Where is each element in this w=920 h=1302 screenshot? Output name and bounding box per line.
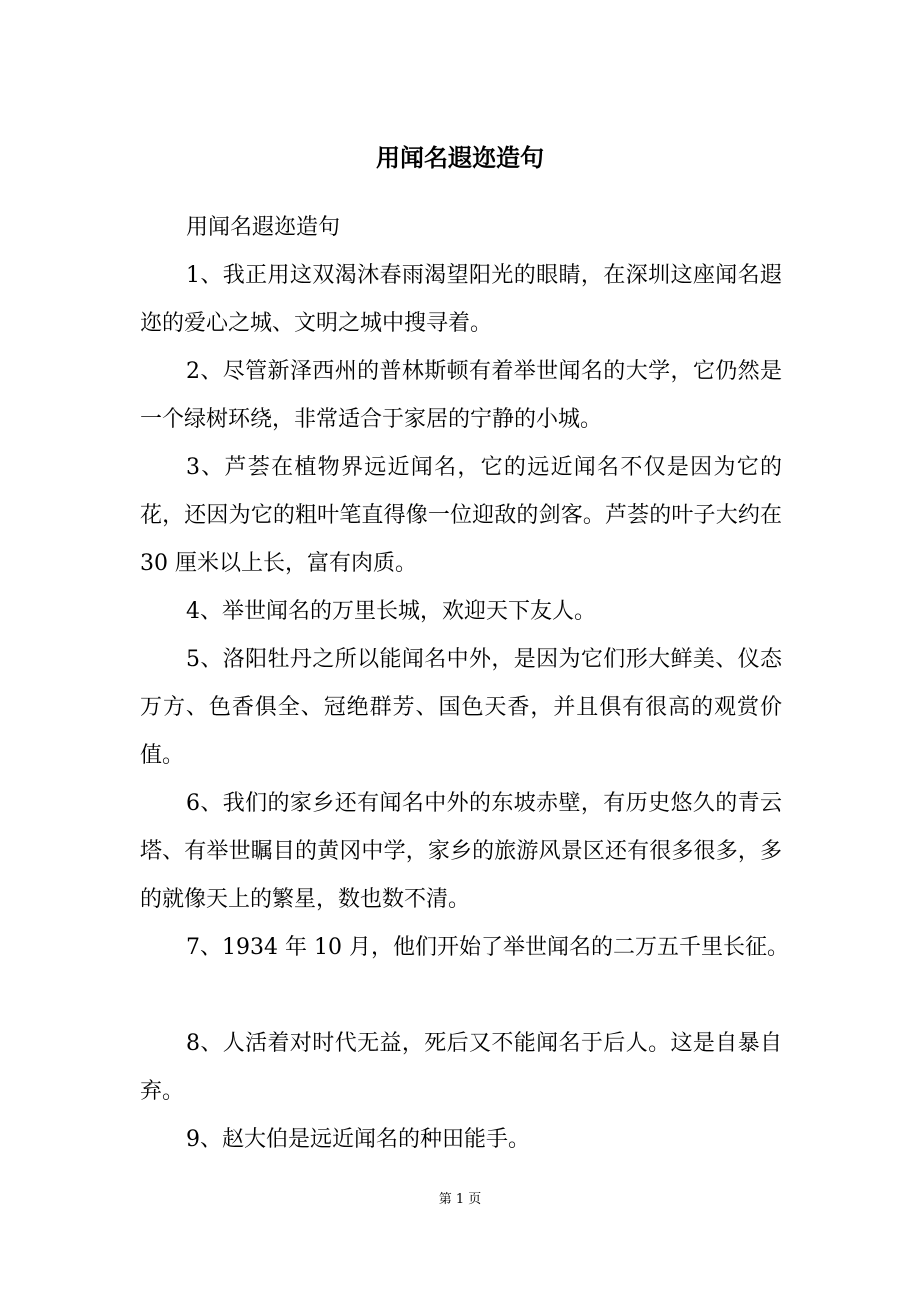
sentence-7: 7、1934 年 10 月，他们开始了举世闻名的二万五千里长征。 <box>186 935 789 960</box>
sentence-5: 5、洛阳牡丹之所以能闻名中外，是因为它们形大鲜美、仪态万方、色香俱全、冠绝群芳、国色天香，并且俱有很高的观赏价值。 <box>140 647 782 768</box>
sentence-2: 2、尽管新泽西州的普林斯顿有着举世闻名的大学，它仍然是一个绿树环绕，非常适合于家居的宁静的小城。 <box>140 359 782 432</box>
page-number: 第 1 页 <box>438 1192 482 1207</box>
sentence-9: 9、赵大伯是远近闻名的种田能手。 <box>186 1127 530 1152</box>
page-title: 用闻名遐迩造句 <box>376 144 544 172</box>
sentence-6: 6、我们的家乡还有闻名中外的东坡赤壁，有历史悠久的青云塔、有举世瞩目的黄冈中学，家乡的旅游风景区还有很多很多，多的就像天上的繁星，数也数不清。 <box>140 791 782 912</box>
sentence-8: 8、人活着对时代无益，死后又不能闻名于后人。这是自暴自弃。 <box>140 1031 782 1104</box>
sentence-4: 4、举世闻名的万里长城，欢迎天下友人。 <box>186 599 596 624</box>
subtitle: 用闻名遐迩造句 <box>186 215 341 240</box>
sentence-1: 1、我正用这双渴沐春雨渴望阳光的眼睛，在深圳这座闻名遐迩的爱心之城、文明之城中搜寻着。 <box>140 263 782 336</box>
blank-line <box>140 972 782 1020</box>
sentence-3: 3、芦荟在植物界远近闻名，它的远近闻名不仅是因为它的花，还因为它的粗叶笔直得像一位迎敌的剑客。芦荟的叶子大约在 30 厘米以上长，富有肉质。 <box>140 455 782 576</box>
document-body <box>140 204 789 1164</box>
